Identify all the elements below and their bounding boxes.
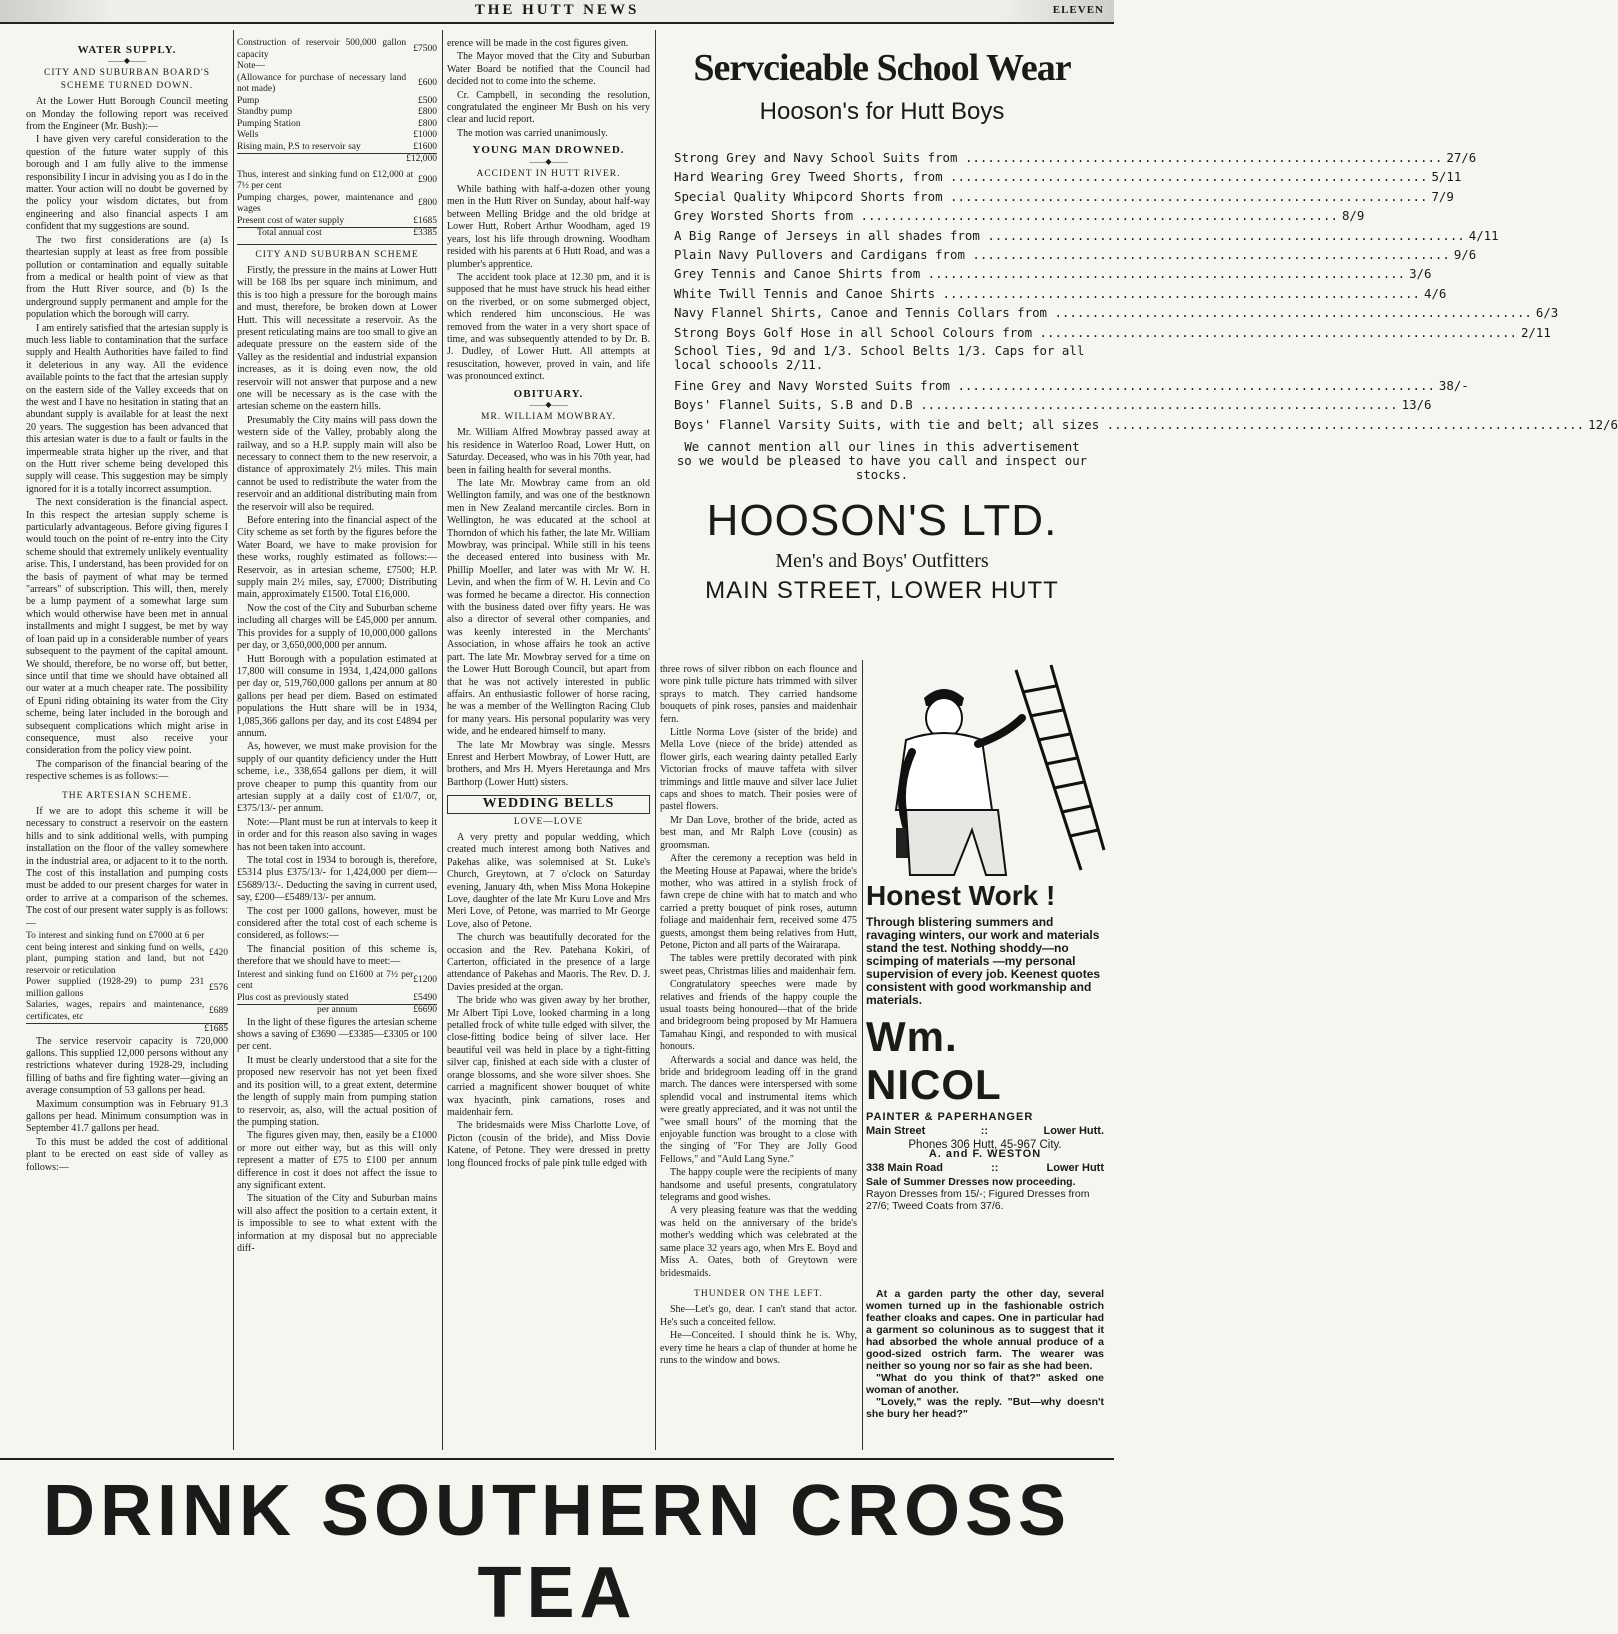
- street: Main Street: [866, 1125, 926, 1137]
- item-price: 2/11: [1520, 324, 1551, 340]
- article-subheadline: ACCIDENT IN HUTT RIVER.: [476, 168, 621, 179]
- cost-label: Salaries, wages, repairs and maintenance, certificates, etc: [26, 1000, 205, 1022]
- paragraph: The cost per 1000 gallons, however, must be considered after the total cost of each scheme is considered, as follows:—: [237, 905, 437, 942]
- cost-value: £1685: [413, 215, 437, 226]
- table-row: [237, 228, 437, 240]
- cost-value: £600: [418, 78, 437, 89]
- item-price: 12/6: [1588, 416, 1618, 432]
- wedding-continued-column: [660, 664, 857, 1458]
- cost-value: £576: [209, 982, 228, 993]
- column-divider: [442, 30, 443, 1450]
- cost-value: £689: [209, 1005, 228, 1016]
- company-name: HOOSON'S LTD.: [706, 496, 1058, 546]
- section-heading: CITY AND SUBURBAN SCHEME: [255, 249, 419, 260]
- paragraph: The late Mr Mowbray was single. Messrs Enrest and Herbert Mowbray, of Lower Hutt, are brothers, and Mrs H. Myers Heretaunga and Mrs Barthorp (Lower Hutt) sisters.: [447, 739, 650, 788]
- price-item: [664, 284, 1447, 303]
- reservoir-cost-table: [237, 38, 437, 166]
- paragraph: "Lovely," was the reply. "But—why doesn't she bury her head?": [866, 1396, 1104, 1420]
- paragraph: Cr. Campbell, in seconding the resolution, congratulated the engineer Mr Bush on his very clear and lucid report.: [447, 89, 650, 126]
- business-name: A. and F. WESTON: [928, 1148, 1042, 1160]
- cost-total: £1685: [204, 1024, 228, 1035]
- item-name: Strong Grey and Navy School Suits from .....: [674, 148, 1442, 167]
- paragraph: The church was beautifully decorated for the occasion and the Rev. Patehana Kokiri, of Carterton, officiated in the presence of a large attendance of Pakehas and Maoris. The Rev. D. J. Davies presided at the organ.: [447, 932, 650, 993]
- table-row: [237, 216, 437, 228]
- ornament: ——◆——: [529, 399, 568, 409]
- item-name: Grey Tennis and Canoe Shirts from .....: [674, 264, 1405, 283]
- paragraph: The two first considerations are (a) Is theartesian supply at least as free from possible pollution or contamination and equally suitable from a medical or health point of view as that from the Hutt River source, and (b) Is the underground supply permanent and ample for the population which the borough will carry.: [26, 234, 228, 321]
- weston-advertisement: [866, 1148, 1104, 1212]
- paragraph: To this must be added the cost of additional plant to be erected on east side of valley as follows:—: [26, 1136, 228, 1173]
- paragraph: Mr. William Alfred Mowbray passed away at his residence in Waterloo Road, Lower Hutt, on Saturday. Deceased, who was in his 70th year, had been in failing health for several months.: [447, 427, 650, 476]
- price-item: [664, 226, 1499, 245]
- table-row: [237, 130, 437, 142]
- item-name: Boys' Flannel Suits, S.B and D.B .....: [674, 395, 1398, 414]
- price-item: [664, 395, 1432, 414]
- item-price: 9/6: [1453, 247, 1477, 263]
- ad-subheadline: Hooson's for Hutt Boys: [759, 98, 1005, 125]
- table-row: [237, 993, 437, 1005]
- ad-text: [866, 1176, 1104, 1212]
- paragraph: In the light of these figures the artesian scheme shows a saving of £3690 —£3385—£3305 or 100 per cent.: [237, 1016, 437, 1053]
- table-row: [237, 142, 437, 154]
- price-item: [664, 303, 1559, 322]
- ad-headline: Servcieable School Wear: [693, 47, 1071, 89]
- cost-value: £1200: [413, 975, 437, 986]
- total-value: £3385: [413, 228, 437, 238]
- ad-text-bold: Sale of Summer Dresses now proceeding.: [866, 1176, 1076, 1188]
- paragraph: The situation of the City and Suburban mains will also affect the position to a certain extent, it is impossible to see to what extent with the information at my disposal but no appreciable diff-: [237, 1193, 437, 1254]
- cost-table: [26, 931, 228, 1036]
- cost-label: Pumping charges, power, maintenance and wages: [237, 192, 414, 214]
- paragraph: erence will be made in the cost figures given.: [447, 38, 629, 49]
- cost-value: £500: [418, 95, 437, 106]
- paragraph: As, however, we must make provision for the supply of our quantity deficiency under the Hutt scheme, i.e., 338,654 gallons per diem, it will prove cheaper to pump this quantity from our artesian supply at a daily cost of £1/0/7, or, £375/13/- per annum.: [237, 741, 437, 815]
- paragraph: Firstly, the pressure in the mains at Lower Hutt will be 168 lbs per square inch minimum, and this is too high a pressure for the borough mains and must, therefore, be broken down at Lower Hutt. This will necessitate a reservoir. As the present reticulating mains are too small to give an adequate pressure on the eastern side of the Valley as the residential and industrial expansion increases, as it is doing even now, the old reservoir will not answer that purpose and a new one will be necessary as is the case with the artesian scheme on the eastern hills.: [237, 264, 437, 413]
- paragraph: A very pretty and popular wedding, which created much interest among both Natives and Pakehas alike, was solemnised at St. Luke's Church, Greytown, at 7 o'clock on Saturday evening, January 4th, when Miss Mona Hokepine Love, daughter of the late Mr Kuru Love and Mrs Meri Love, of Petone, was married to Mr George Love, also of Petone.: [447, 831, 650, 930]
- paragraph: It must be clearly understood that a site for the proposed new reservoir has not yet been fixed and its position will, to a great extent, determine the length of supply main from pumping station to reservoir, as, also, will the actual position of the pumping station.: [237, 1054, 437, 1128]
- paragraph: Congratulatory speeches were made by relatives and friends of the happy couple the usual toasts being honoured—that of the bride and bridegroom being proposed by Mr Hamuera Tamahau Kingi, and responded to with musical honours.: [660, 979, 857, 1053]
- paragraph: Before entering into the financial aspect of the City scheme as set forth by the figures before the Water Board, we have to make provision for these works, roughly estimated as follows:— Reservoir, as in artesian scheme, £7500; H.P. supply main 2½ miles, say, £7000; Distributing main, approximately £1500. Total £16,000.: [237, 515, 437, 601]
- cost-value: £800: [418, 107, 437, 117]
- address-line: 338 Main Road: [866, 1162, 944, 1174]
- ties-line: School Ties, 9d and 1/3. School Belts 1/3. Caps for all local schoools 2/11.: [674, 343, 1085, 373]
- ornament: ——◆——: [107, 56, 147, 66]
- table-row: [26, 931, 228, 977]
- item-price: 6/3: [1535, 305, 1559, 321]
- ad-text-regular: Rayon Dresses from 15/-; Figured Dresses from 27/6; Tweed Coats from 37/6.: [866, 1188, 1090, 1212]
- divider: [237, 244, 437, 245]
- ad-headline: Honest Work !: [866, 880, 1056, 911]
- paragraph: At a garden party the other day, several women turned up in the fashionable ostrich feather cloaks and capes. One in particular had a garment so coluninous as to suggest that it had absorbed the whole annual produce of a good-sized ostrich farm. The wearer was neither so young nor so fair as she had been.: [866, 1288, 1104, 1372]
- item-name: Grey Worsted Shorts from .....: [674, 206, 1338, 225]
- table-row: [26, 977, 228, 1000]
- item-name: Hard Wearing Grey Tweed Shorts, from .....: [674, 167, 1427, 186]
- cost-label: Standby pump: [237, 107, 293, 117]
- article-headline: WEDDING BELLS: [447, 795, 650, 813]
- table-row: [237, 107, 437, 119]
- item-name: Navy Flannel Shirts, Canoe and Tennis Collars from .....: [674, 303, 1532, 322]
- table-row: [237, 1005, 437, 1017]
- item-price: 5/11: [1431, 169, 1462, 185]
- paragraph: The service reservoir capacity is 720,000 gallons. This supplied 12,000 persons without any restrictions whatever during 1928-29, including filling of baths and fire fighting water—giving an average consumption of 53 gallons per head.: [26, 1035, 228, 1097]
- paragraph: At the Lower Hutt Borough Council meeting on Monday the following report was received from the Engineer (Mr. Bush):—: [26, 96, 228, 133]
- paragraph: "What do you think of that?" asked one woman of another.: [866, 1372, 1104, 1396]
- price-item: [664, 323, 1551, 342]
- business-name: Wm. NICOL: [866, 1013, 1002, 1108]
- paragraph: He—Conceited. I should think he is. Why, every time he hears a clap of thunder at home he runs to the window and bows.: [660, 1330, 857, 1366]
- cost-label: Rising main, P.S to reservoir say: [237, 141, 361, 152]
- paragraph: Afterwards a social and dance was held, the bride and bridegroom leading off in the grand march. The dances were interspersed with some splendid vocal and instrumental items which were greatly appreciated, and it was not until the "wee small hours" of the morning that the enjoyable function was brought to a close with the singing of "For They are Jolly Good Fellows," and "Auld Lang Syne.": [660, 1054, 857, 1165]
- item-price: 13/6: [1401, 397, 1432, 413]
- price-item: [664, 167, 1462, 186]
- article-subheadline: CITY AND SUBURBAN BOARD'S SCHEME TURNED DOWN.: [44, 68, 210, 91]
- cost-label: Pump: [237, 95, 260, 106]
- cost-label: Thus, interest and sinking fund on £12,000 at 7½ per cent: [237, 169, 414, 191]
- garden-party-item: [866, 1288, 1104, 1420]
- paragraph: While bathing with half-a-dozen other young men in the Hutt River on Sunday, about half-way between Melling Bridge and the old bridge at Lower Hutt, Robert Arthur Woodham, aged 19 years, lost his life through drowning. Woodham resided with his parents at 6 Hutt Road, and was a plumber's apprentice.: [447, 184, 650, 270]
- paragraph: The accident took place at 12.30 pm, and it is supposed that he must have struck his head either on the riverbed, or on some submerged object, which rendered him unconscious. He was removed from the water in a very short space of time, and was subsequently attended to by Dr. B. J. Dudley, of Lower Hutt. All attempts at resuscitation, however, proved in vain, and life was pronounced extinct.: [447, 271, 650, 383]
- column-divider: [233, 30, 234, 1450]
- paragraph: Little Norma Love (sister of the bride) and Mella Love (niece of the bride) attended as flower girls, each wearing dainty petalled Early Victorian frocks of mauve taffeta with silver trimmings and little mauve and silver lace Juliet caps and shoes to match. Their posies were of pastel flowers.: [660, 727, 857, 813]
- paragraph: Mr Dan Love, brother of the bride, acted as best man, and Mr Ralph Love (cousin) as groomsman.: [660, 814, 857, 851]
- ad-note: We cannot mention all our lines in this advertisement so we would be pleased to have you call and inspect our stocks.: [676, 439, 1088, 483]
- nicol-advertisement: [866, 880, 1104, 1151]
- company-address: MAIN STREET, LOWER HUTT: [705, 577, 1059, 605]
- table-row: [237, 154, 437, 166]
- paragraph: three rows of silver ribbon on each flounce and wore pink tulle picture hats trimmed with silver sprays to match. They carried handsome bouquets of pink roses, pansies and maidenhair fern.: [660, 664, 857, 725]
- business-address: [866, 1162, 1104, 1174]
- paragraph: The bride who was given away by her brother, Mr Albert Tipi Love, looked charming in a long petalled frock of white tulle edged with silver, the close-fitting bodice being of silver lace. Her beautiful veil was held in place by a tight-fitting silver cap, finished at each side with a cluster of orange blossoms, and she wore silver shoes. She carried a magnificent shower bouquet of white wax hyacinth, pink carnations, roses and maidenhair fern.: [447, 995, 650, 1118]
- news-column: [447, 38, 650, 1458]
- paragraph: I have given very careful consideration to the question of the future water supply of this borough and I am fully alive to the immense responsibility I incur in advising you as I do in the matter. Your action will no doubt be governed by the policy your wisdom dictates, but from engineering and also financial aspects I am confident that my suggestions are sound.: [26, 134, 228, 233]
- table-row: [237, 38, 437, 61]
- article-subheadline: MR. WILLIAM MOWBRAY.: [481, 411, 616, 422]
- total-label: Total annual cost: [257, 228, 322, 238]
- article-headline: YOUNG MAN DROWNED.: [472, 144, 625, 157]
- cost-label: Note—: [237, 61, 265, 71]
- cost-label: Wells: [237, 130, 259, 140]
- article-headline: WATER SUPPLY.: [77, 44, 177, 56]
- paragraph: The late Mr. Mowbray came from an old Wellington family, and was one of the bestknown men in New Zealand mercantile circles. Born in Wellington, he was educated at the school at Thorndon of which his father, the late Mr. William Mowbray, was principal. While still in his teens the deceased entered into business with Mr. Phillip Moeller, and later was with Mr W. H. Levin, and when the firm of W. H. Levin and Co was formed he became a director. His connection with the business dated over fifty years. He was also a director of several other companies, and was keenly interested in the Merchants' Association, in whose affairs he took an active part. The late Mr. Mowbray served for a time on the Lower Hutt Borough Council, but apart from that he was not actively interested in public affairs. An enthusiastic follower of horse racing, he was a member of the Wellington Racing Club for many years. His personal popularity was very wide, and he endeared himself to many.: [447, 478, 650, 738]
- paragraph: After the ceremony a reception was held in the Meeting House at Papawai, where the bride's mother, who was attired in a stylish frock of fawn crepe de chine with hat to match and who carried a pretty bouquet of pink roses, autumn foliage and maidenhair fern, received some 475 guests, amongst them being relatives from Hutt, Petone, Picton and all parts of the Wairarapa.: [660, 853, 857, 951]
- cost-value: £5490: [413, 992, 437, 1003]
- paragraph: The next consideration is the financial aspect. In this respect the artesian supply scheme is particularly advantageous. Before giving figures I would touch on the point of re-entry into the City scheme should that extremely unlikely eventuality arise. This, I understand, has been provided for on the basis of payment of what may be termed "arrears" of subscription. This will, then, merely be a lump payment of a somewhat large sum which would otherwise have been met in annual installments and might I suggest, be met by way of loan paid up in a considerable number of years subsequent to the payment of the capital amount. We should, therefore, be no worse off, but better, since until that time we should have obtained all our water at a much cheaper rate. The possibility of Epuni riding obtaining its water from the City scheme, being later included in the borough and subsequent complications which might arise in consequence, must also receive your consideration from the policy view point.: [26, 497, 228, 757]
- phone-numbers: Phones 306 Hutt, 45-967 City.: [908, 1139, 1062, 1151]
- cost-value: [406, 61, 437, 73]
- table-row: [26, 1000, 228, 1024]
- price-item: [664, 187, 1454, 206]
- price-item: [664, 148, 1477, 167]
- paragraph: The happy couple were the recipients of many handsome and useful presents, congratulatory telegrams and good wishes.: [660, 1167, 857, 1204]
- business-address: [866, 1125, 1104, 1137]
- price-item: [664, 415, 1618, 434]
- ornament: ——◆——: [529, 156, 568, 166]
- cost-label: Interest and sinking fund on £1600 at 7½ per cent: [237, 969, 414, 992]
- tea-banner: [0, 1458, 1114, 1633]
- page-number: ELEVEN: [1052, 4, 1104, 16]
- paragraph: The comparison of the financial bearing of the respective schemes is as follows:—: [26, 758, 228, 783]
- item-name: Fine Grey and Navy Worsted Suits from .....: [674, 376, 1435, 395]
- item-price: 8/9: [1341, 208, 1365, 224]
- article-headline: THUNDER ON THE LEFT.: [694, 1288, 823, 1299]
- newspaper-title: THE HUTT NEWS: [474, 2, 640, 18]
- total-value: £6690: [413, 1005, 437, 1016]
- paragraph: I am entirely satisfied that the artesian supply is much less liable to contamination that the surface supply and Health Authorities have failed to find it deleterious in any way. All the evidence available points to the fact that the artesian supply on the eastern side of the Valley exceeds that on the west and I have no hesitation in stating that an abundant supply is available for at least the next 20 years. The suggestion has been advanced that this artesian water is due to a fault or faults in the impermeable strata higher up the river, and that on the Hutt river scheme being developed this supply will cease. This suggestion may be simply ignored for it is a totally incorrect assumption.: [26, 322, 228, 495]
- ad-text: Through blistering summers and ravaging winters, our work and materials stand the test. Nothing shoddy—no scimping of materials —my personal supervision of every job. Keenest quotes consistent with good workmanship and materials.: [866, 915, 1101, 1007]
- town: Lower Hutt.: [1043, 1125, 1104, 1137]
- table-row: [26, 1024, 228, 1036]
- paragraph: The Mayor moved that the City and Suburban Water Board be notified that the Council had decided not to come into the scheme.: [447, 51, 650, 88]
- cost-value: £1000: [413, 130, 437, 140]
- column-divider: [862, 660, 863, 1450]
- item-price: 4/6: [1423, 285, 1447, 301]
- cost-label: (Allowance for purchase of necessary land not made): [237, 72, 407, 94]
- item-price: 3/6: [1409, 266, 1432, 282]
- article-subheadline: LOVE—LOVE: [513, 816, 584, 827]
- cost-label: To interest and sinking fund on £7000 at 6 per cent being interest and sinking fund on wells, plant, pumping station and land, but not reservoir or reticulation: [26, 931, 205, 976]
- item-name: White Twill Tennis and Canoe Shirts .....: [674, 284, 1420, 303]
- paragraph: The bridesmaids were Miss Charlotte Love, of Picton (cousin of the bride), and Miss Dovie Katene, of Petone. They were dressed in pretty long flounced frocks of pale pink tulle edged with: [447, 1120, 650, 1169]
- table-row: [237, 193, 437, 216]
- painter-illustration: [866, 660, 1104, 875]
- item-name: Plain Navy Pullovers and Cardigans from .....: [674, 245, 1450, 264]
- item-price: 7/9: [1431, 188, 1454, 204]
- annual-cost-table: [237, 170, 437, 240]
- masthead: [0, 0, 1114, 24]
- cost-label: Construction of reservoir 500,000 gallon capacity: [237, 38, 407, 60]
- paragraph: The total cost in 1934 to borough is, therefore, £5314 plus £375/13/- for 1,424,000 per diem—£5689/13/-. Deducting the saving in current used, say, £200—£5489/13/- per annum.: [237, 855, 437, 904]
- paragraph: Hutt Borough with a population estimated at 17,800 will consume in 1934, 1,424,000 gallons per day or, 519,760,000 gallons per annum at 80 gallons per head per diem. Based on estimated populations the Hutt share will be in 1934, 1,085,366 gallons per day, and its cost £4894 per annum.: [237, 653, 437, 739]
- water-supply-article: [26, 40, 228, 1458]
- item-price: 4/11: [1468, 227, 1499, 243]
- column-divider: [655, 30, 656, 1450]
- paragraph: The figures given may, then, easily be a £1000 or more out either way, but as this will only represent a matter of £75 to £100 per annum difference in cost it does not affect the issue to any significant extent.: [237, 1130, 437, 1191]
- table-row: [237, 119, 437, 131]
- table-row: [237, 73, 437, 96]
- item-name: Strong Boys Golf Hose in all School Colours from .....: [674, 323, 1517, 342]
- price-item: [664, 376, 1469, 395]
- paragraph: She—Let's go, dear. I can't stand that actor. He's such a conceited fellow.: [660, 1304, 857, 1328]
- price-item: [664, 264, 1432, 283]
- cost-label: Present cost of water supply: [237, 215, 345, 226]
- separator: ::: [980, 1125, 989, 1137]
- cost-label: Pumping Station: [237, 118, 301, 129]
- painter-on-ladder-icon: [866, 660, 1104, 875]
- cost-value: £420: [209, 948, 228, 959]
- item-name: Boys' Flannel Varsity Suits, with tie and belt; all sizes .....: [674, 415, 1584, 434]
- price-item: [664, 206, 1365, 225]
- price-item: [664, 245, 1477, 264]
- cost-label: Power supplied (1928-29) to pump 231 million gallons: [26, 977, 205, 999]
- paragraph: Now the cost of the City and Suburban scheme including all charges will be £45,000 per annum. This provides for a supply of 10,000,000 gallons per day, or 3,650,000,000 per annum.: [237, 602, 437, 652]
- table-row: [237, 61, 437, 73]
- paragraph: The financial position of this scheme is, therefore that we should have to meet:—: [237, 943, 437, 968]
- item-name: Special Quality Whipcord Shorts from .....: [674, 187, 1427, 206]
- paragraph: If we are to adopt this scheme it will be necessary to construct a reservoir on the eastern hills and to sink additional wells, with pumping installation on the floor of the valley somewhere in the industrial area, or adjacent to it to the north. The cost of this installation and pumping costs must be added to our present charges for water in order to arrive at a comparison of the schemes. The cost of our present water supply is as follows:—: [26, 805, 228, 929]
- separator: ::: [991, 1162, 999, 1174]
- paragraph: A very pleasing feature was that the wedding was held on the anniversary of the bride's mother's wedding which was celebrated at the same place 32 years ago, when Mrs E. Boyd and Miss A. Oates, both of Greytown were bridesmaids.: [660, 1205, 857, 1279]
- cost-value: £900: [418, 175, 437, 186]
- paragraph: Note:—Plant must be run at intervals to keep it in order and for this reason also saving in wages has not been taken into account.: [237, 816, 437, 853]
- table-row: [237, 170, 437, 193]
- cost-label: Plus cost as previously stated: [237, 992, 349, 1003]
- company-tagline: Men's and Boys' Outfitters: [775, 550, 989, 573]
- item-price: 27/6: [1446, 150, 1477, 165]
- city-scheme-table: [237, 970, 437, 1017]
- cost-value: £1600: [413, 141, 437, 152]
- hoosons-advertisement: [664, 32, 1618, 644]
- cost-value: £800: [418, 198, 437, 209]
- table-row: [237, 970, 437, 993]
- water-supply-continued: [237, 38, 437, 1458]
- item-price: 38/-: [1438, 378, 1469, 394]
- cost-value: £7500: [413, 43, 437, 54]
- address-town: Lower Hutt: [1046, 1162, 1104, 1174]
- banner-text: DRINK SOUTHERN CROSS TEA: [42, 1471, 1072, 1633]
- section-heading: THE ARTESIAN SCHEME.: [61, 790, 192, 801]
- paragraph: The tables were prettily decorated with pink sweet peas, Christmas lilies and maidenhair fern.: [660, 953, 857, 977]
- paragraph: Maximum consumption was in February 91.3 gallons per head. Minimum consumption was in September 41.7 gallons per head.: [26, 1098, 228, 1135]
- item-name: A Big Range of Jerseys in all shades from .....: [674, 226, 1465, 245]
- article-headline: OBITUARY.: [513, 387, 584, 400]
- total-label: per annum: [317, 1005, 358, 1016]
- cost-total: £12,000: [406, 154, 437, 164]
- cost-value: £800: [418, 118, 437, 129]
- business-trade: PAINTER & PAPERHANGER: [866, 1111, 1034, 1123]
- table-row: [237, 96, 437, 108]
- paragraph: Presumably the City mains will pass down the western side of the Valley, probably along the railway, and so a H.P. supply main will also be necessary to connect them to the new reservoir, a distance of approximately 2½ miles. This main cannot be used to redistribute the water from the reservoir and an additional distributing main from the reservoir will also be required.: [237, 414, 437, 513]
- paragraph: The motion was carried unanimously.: [457, 127, 608, 139]
